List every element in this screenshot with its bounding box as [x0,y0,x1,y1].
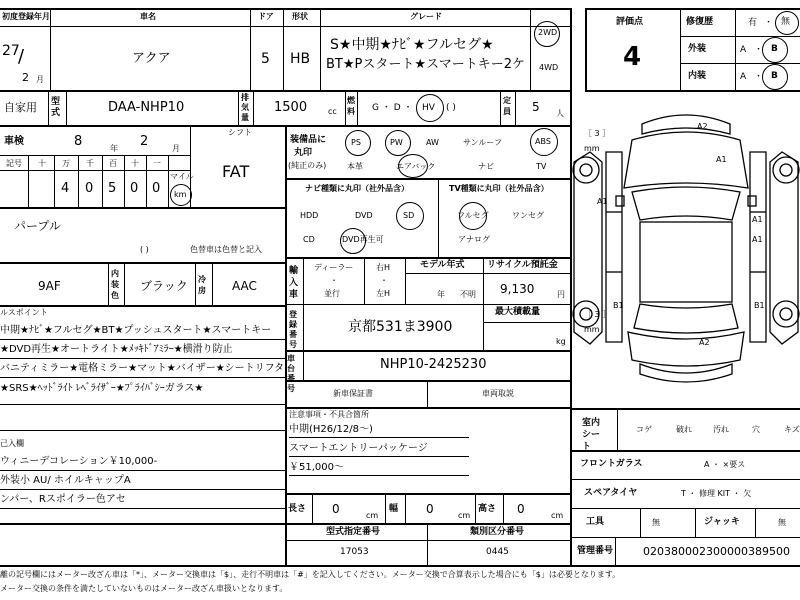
tv-analog: アナログ [458,235,490,244]
management-number: 020380002300000389500 [643,545,790,558]
import-label: 輸入車 [289,266,299,300]
sheet-scratch: キズ [784,425,800,434]
drive-4wd: 4WD [539,63,559,72]
max-load-unit: kg [556,337,566,346]
options-label: 己入欄 [0,439,24,448]
import-dealer: ディーラー [314,263,354,272]
footer-note-2: メーター交換の条件を満たしていないものはメーター改ざん車扱いとなります。 [0,584,288,593]
jack-value: 無 [778,518,786,527]
inspection-year: 8 [74,134,83,149]
navi-dvd: DVD [355,211,373,220]
notes-underline-1 [289,437,469,438]
interior-grade-b: B [771,71,778,81]
max-load-label: 最大積載量 [495,307,541,317]
repair-history-dot: ・ [764,18,774,28]
tv-fullseg: フルセグ [457,211,489,220]
model-value: DAA-NHP10 [108,100,185,115]
inspection-month: 2 [140,134,149,149]
mileage-digit-3: 0 [85,181,94,196]
navi-type-label: ナビ種類に丸印（社外品含） [305,184,409,193]
options-underline-1 [0,470,285,471]
width-unit: cm [458,511,471,520]
options-line-2: 外装小 AU/ ホイルキャップA [0,475,131,486]
color-code: 9AF [38,279,61,293]
diagram-a1-hood: A1 [716,155,727,164]
length-value: 0 [332,502,340,516]
mileage-header-4: 百 [109,159,117,168]
ac-label: 冷房 [198,275,206,295]
sheet-hole: 穴 [752,425,760,434]
height-label: 高さ [478,504,497,514]
displacement-label: 排気量 [241,93,249,122]
fuel-label: 燃料 [347,96,355,116]
navi-dvd-play: DVD再生可 [342,235,384,244]
model-year-label: モデル年式 [420,260,465,270]
mileage-header-2: 万 [62,159,70,168]
displacement-unit: cc [328,107,337,116]
sales-point-line-1: 中期★ﾅﾋﾞ★フルセグ★BT★プッシュスタート★スマートキー [0,325,272,336]
import-right-h: 右H [376,263,391,272]
recycle-fee-label: リサイクル預託金 [487,260,558,270]
diagram-bracket-top-left: ［ 3 ］ [584,129,611,138]
interior-color-label: 内装色 [111,269,119,300]
navi-hdd: HDD [300,211,319,220]
inspection-month-unit: 月 [172,144,180,153]
notes-line-3: ￥51,000～ [289,462,344,473]
grade-line-2: BT★Pスタート★スマートキー2ケ [326,57,526,72]
equipment-label-2: 丸印 [294,148,313,158]
mileage-digit-2: 4 [61,181,70,196]
shift-label: シフト [228,128,252,137]
tools-value: 無 [652,518,660,527]
inspection-label: 車検 [4,136,24,147]
height-value: 0 [517,502,525,516]
interior-sheet-label: 室内シート [582,418,601,452]
interior-grade-a: A [740,72,747,82]
sales-underline-3 [0,377,285,378]
mileage-digit-6: 0 [152,181,161,196]
registration-number: 京都531ま3900 [348,319,453,335]
color-change-note: 色替車は色替と記入 [190,245,262,254]
options-line-1: ウィニーデコレーション￥10,000- [0,456,158,467]
sales-point-line-4: ★SRS★ﾍｯﾄﾞﾗｲﾄ ﾚﾍﾞﾗｲｻﾞｰ★ﾌﾟﾗｲﾊﾞｼｰガラス★ [0,383,204,394]
sales-point-line-2: ★DVD再生★オートライト★ﾒｯｷﾄﾞｱﾐﾗｰ★横滑り防止 [0,344,233,355]
footer-note-1: 離の記号欄にはメーター改ざん車は「*」、メーター交換車は「$」、走行不明車は「#」を記入してください。メーター交換で合算表示した場合にも「$」は必要となります。 [0,570,621,579]
sheet-burn: コゲ [636,425,652,434]
mileage-header-6: 一 [153,159,161,168]
diagram-bracket-bottom-left: ［ 3 ］ [584,310,611,319]
equipment-label-1: 装備品に [290,135,327,145]
chassis-label: 車台番号 [287,354,295,393]
model-year-unknown: 不明 [460,290,476,299]
equip-aw: AW [426,138,439,147]
model-designation-number: 17053 [340,547,369,557]
car-outline-svg [572,92,800,406]
category-number: 0445 [486,547,509,557]
exterior-label: 外装 [688,44,707,54]
chassis-number: NHP10-2425230 [380,357,487,372]
diagram-mm-top-left: mm [584,144,600,153]
equip-pw: PW [390,138,403,147]
use-type: 自家用 [4,101,37,114]
import-parallel: 並行 [324,289,340,298]
exterior-grade-a: A [740,45,747,55]
evaluation-score-label: 評価点 [616,17,644,27]
ac-value: AAC [232,279,257,293]
height-unit: cm [551,511,564,520]
navi-sd: SD [403,211,415,220]
fuel-other: ( ) [446,103,456,113]
mileage-symbol-label: 記号 [6,159,22,168]
first-registration-month: 2 [22,71,29,84]
diagram-a1-left: A1 [597,197,608,206]
length-label: 長さ [288,504,307,514]
recycle-fee-unit: 円 [557,290,565,299]
repair-history-yes: 有 [748,18,758,28]
displacement-value: 1500 [274,100,308,115]
sheet-stain: 汚れ [713,425,729,434]
model-label: 型式 [51,97,61,118]
mileage-digit-5: 0 [130,181,139,196]
tv-oneseg: ワンセグ [512,211,544,220]
equip-tv: TV [536,162,547,171]
interior-dot: ・ [754,72,764,82]
width-label: 幅 [389,504,399,514]
first-registration-year: 27 [2,43,20,59]
equip-sunroof: サンルーフ [463,138,502,147]
mileage-mile-label: マイル [170,172,194,181]
recycle-fee: 9,130 [500,282,535,296]
capacity-label: 定員 [503,96,511,116]
diagram-mm-bottom-left: mm [584,325,600,334]
first-registration-slash: / [18,46,25,67]
options-underline-3 [0,508,285,509]
repair-history-no: 無 [781,17,791,27]
diagram-a1-right-1: A1 [752,215,763,224]
exterior-dot: ・ [754,45,764,55]
diagram-a1-right-2: A1 [752,235,763,244]
fuel-options: G ・ D ・ [372,103,413,113]
mileage-header-3: 千 [86,159,94,168]
category-number-label: 類別区分番号 [470,527,525,537]
mileage-digit-4: 5 [108,181,117,196]
sales-points-label: ルスポイント [0,308,48,317]
jack-label: ジャッキ [704,517,740,527]
equip-ps: PS [351,138,361,147]
equip-airbag: エアバック [396,162,436,171]
import-left-h: 左H [376,289,391,298]
tv-type-label: TV種類に丸印（社外品含） [449,184,549,193]
grade-line-1: S★中期★ﾅﾋﾞ★フルセグ★ [330,37,494,53]
registration-label: 登録番号 [289,310,297,349]
mileage-km-label: km [174,190,187,199]
length-unit: cm [366,511,379,520]
color-name: パープル [14,219,61,233]
fuel-hv: HV [422,103,435,113]
notes-underline-3 [289,475,469,476]
car-name-label: 車名 [140,12,156,21]
equip-leather: 本革 [347,162,363,171]
car-name: アクア [132,51,171,66]
first-registration-month-unit: 月 [36,75,44,84]
interior-label: 内装 [688,71,707,81]
options-underline-2 [0,489,285,490]
color-note-paren: ( ) [140,245,149,254]
diagram-a2-rear: A2 [699,338,710,347]
equipment-label-3: (純正のみ) [288,161,327,170]
sales-underline-1 [0,339,285,340]
equip-navi: ナビ [478,162,494,171]
sales-underline-2 [0,358,285,359]
options-line-3: ンパー、Rスポイラー色アセ [0,494,126,505]
first-registration-label: 初度登録年月 [2,12,50,21]
spare-tire-label: スペアタイヤ [584,488,638,498]
grade-label: グレード [410,12,442,21]
repair-history-label: 修復歴 [686,17,714,27]
diagram-b1-right: B1 [754,301,765,310]
model-year-unit: 年 [437,290,445,299]
import-dot-1: ・ [330,276,338,285]
mileage-header-1: 十 [38,159,46,168]
mileage-header-5: 十 [131,159,139,168]
management-number-label: 管理番号 [577,546,614,556]
front-glass-value: A ・ ×要ス [704,460,746,469]
width-value: 0 [426,502,434,516]
doors-label: ドア [258,12,274,21]
model-designation-label: 型式指定番号 [326,527,381,537]
tools-label: 工具 [586,517,605,527]
shift-value: FAT [222,162,250,181]
notes-label: 注意事項・不具合箇所 [289,410,369,419]
capacity-value: 5 [532,100,540,114]
diagram-a2-front: A2 [697,122,708,131]
exterior-grade-b: B [771,44,778,54]
doors-value: 5 [261,51,270,67]
shape-value: HB [290,51,311,67]
navi-cd: CD [303,235,315,244]
notes-underline-2 [289,456,469,457]
spare-tire-value: T ・ 修理 KIT ・ 欠 [681,489,752,498]
inspection-year-unit: 年 [110,144,118,153]
vehicle-manual: 車両取説 [482,389,514,398]
capacity-unit: 人 [556,109,564,118]
new-car-warranty: 新車保証書 [333,389,373,398]
front-glass-label: フロントガラス [580,459,643,469]
notes-line-2: スマートエントリーパッケージ [289,443,428,454]
import-dot-2: ・ [380,276,388,285]
evaluation-score: 4 [623,42,642,72]
diagram-b1-left: B1 [613,301,624,310]
sheet-tear: 破れ [676,425,692,434]
interior-color: ブラック [140,279,188,293]
equip-abs: ABS [535,137,551,146]
sales-point-line-3: バニティミラー★電格ミラー★マット★バイザー★シートリフタ [0,363,284,374]
drive-2wd: 2WD [538,28,558,37]
notes-line-1: 中期(H26/12/8～) [289,424,373,435]
shape-label: 形状 [292,12,308,21]
